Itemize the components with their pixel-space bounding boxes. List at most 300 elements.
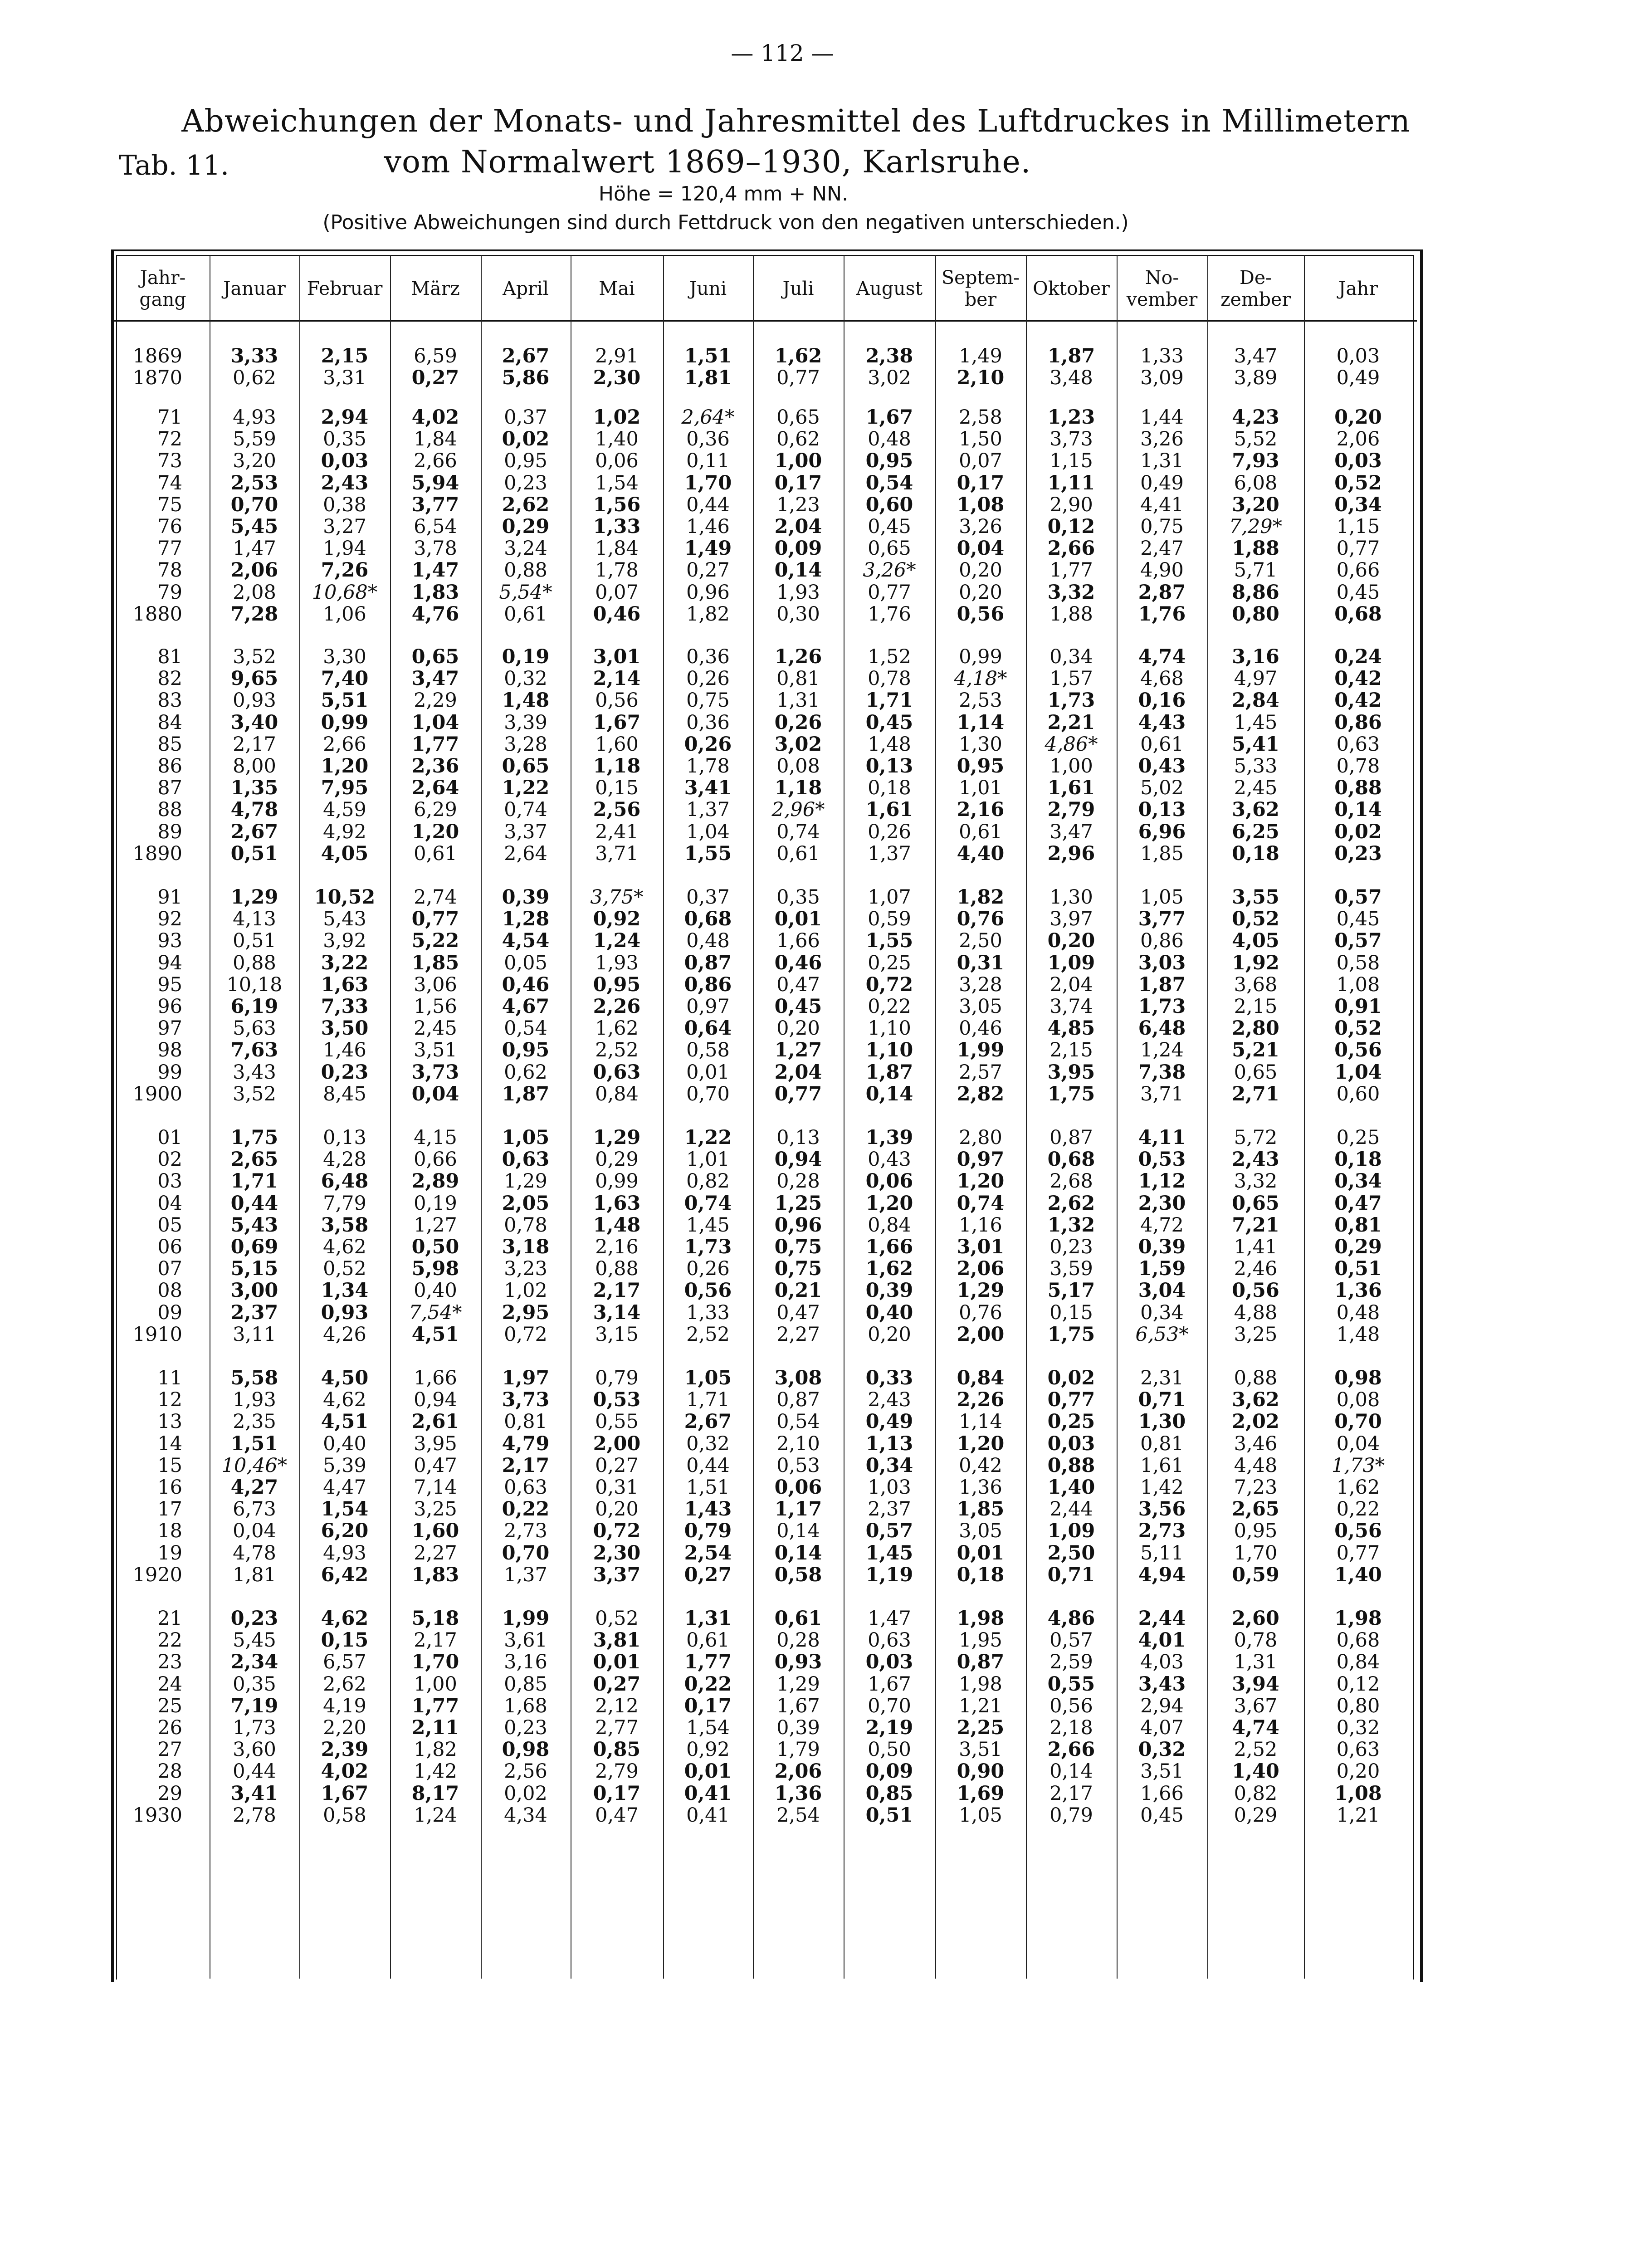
value-cell: 2,15	[1234, 995, 1278, 1018]
value-cell: 0,34	[1049, 645, 1093, 668]
value-cell: 4,07	[1140, 1716, 1184, 1739]
value-cell: 0,14	[1049, 1760, 1093, 1783]
value-cell: 0,22	[868, 995, 911, 1018]
value-cell: 0,53	[593, 1388, 641, 1412]
value-cell: 1,85	[411, 951, 459, 974]
value-cell: 3,22	[321, 951, 369, 974]
value-cell: 0,06	[865, 1170, 913, 1193]
value-cell: 1,33	[1140, 345, 1184, 367]
value-cell: 1,71	[230, 1170, 278, 1193]
value-cell: 0,94	[774, 1148, 822, 1171]
value-cell: 0,02	[1334, 820, 1382, 843]
value-cell: 0,18	[1232, 842, 1279, 865]
value-cell: 2,59	[1049, 1651, 1093, 1674]
value-cell: 0,51	[865, 1804, 913, 1827]
value-cell: 2,62	[323, 1672, 366, 1696]
value-cell: 4,26	[323, 1323, 366, 1346]
value-cell: 0,31	[595, 1476, 639, 1499]
value-cell: 0,47	[776, 973, 820, 996]
value-cell: 1,47	[868, 1607, 911, 1630]
value-cell: 4,51	[321, 1410, 369, 1433]
value-cell: 5,41	[1232, 733, 1279, 756]
value-cell: 0,70	[868, 1694, 911, 1717]
value-cell: 2,66	[1047, 1738, 1095, 1761]
value-cell: 3,74	[1049, 995, 1093, 1018]
value-cell: 3,23	[504, 1257, 547, 1281]
value-cell: 0,95	[865, 450, 913, 473]
value-cell: 1,55	[865, 929, 913, 953]
year-cell: 77	[157, 537, 182, 560]
value-cell: 2,57	[959, 1061, 1002, 1084]
value-cell: 6,20	[321, 1520, 369, 1543]
value-cell: 7,29*	[1229, 515, 1283, 538]
column-header: No- vember	[1126, 266, 1198, 310]
value-cell: 0,08	[776, 755, 820, 777]
value-cell: 3,08	[774, 1367, 822, 1389]
value-cell: 0,96	[774, 1213, 822, 1237]
value-cell: 5,43	[230, 1213, 278, 1237]
value-cell: 6,29	[414, 798, 457, 821]
value-cell: 3,52	[233, 1082, 276, 1105]
value-cell: 3,20	[1232, 493, 1279, 516]
value-cell: 0,09	[865, 1760, 913, 1783]
value-cell: 0,97	[686, 995, 730, 1018]
year-cell: 73	[157, 450, 182, 473]
value-cell: 0,20	[1336, 1760, 1380, 1783]
value-cell: 1,05	[959, 1804, 1002, 1827]
value-cell: 1,39	[865, 1126, 913, 1149]
value-cell: 3,81	[593, 1629, 641, 1652]
value-cell: 1,40	[1334, 1563, 1382, 1586]
value-cell: 1,29	[593, 1126, 641, 1149]
value-cell: 1,42	[1140, 1476, 1184, 1499]
value-cell: 0,04	[1336, 1432, 1380, 1455]
value-cell: 1,85	[957, 1498, 1005, 1521]
value-cell: 3,05	[959, 995, 1002, 1018]
value-cell: 2,02	[1232, 1410, 1279, 1433]
value-cell: 0,32	[1336, 1716, 1380, 1739]
value-cell: 0,20	[776, 1017, 820, 1040]
value-cell: 4,74	[1138, 645, 1186, 668]
value-cell: 3,05	[959, 1520, 1002, 1543]
value-cell: 1,13	[865, 1432, 913, 1455]
value-cell: 2,25	[957, 1716, 1005, 1739]
value-cell: 0,45	[774, 995, 822, 1018]
value-cell: 1,31	[1140, 450, 1184, 473]
value-cell: 1,27	[774, 1039, 822, 1062]
value-cell: 3,25	[1234, 1323, 1278, 1346]
value-cell: 0,82	[686, 1170, 730, 1193]
value-cell: 1,31	[1234, 1651, 1278, 1674]
value-cell: 1,87	[865, 1061, 913, 1084]
value-cell: 3,00	[230, 1279, 278, 1302]
value-cell: 0,99	[321, 711, 369, 734]
value-cell: 2,54	[684, 1541, 732, 1564]
value-cell: 1,54	[686, 1716, 730, 1739]
value-cell: 0,39	[865, 1279, 913, 1302]
value-cell: 0,04	[411, 1082, 459, 1105]
value-cell: 1,70	[411, 1651, 459, 1674]
value-cell: 0,35	[323, 428, 366, 451]
value-cell: 1,97	[502, 1367, 550, 1389]
value-cell: 2,04	[774, 1061, 822, 1084]
value-cell: 1,36	[959, 1476, 1002, 1499]
value-cell: 0,65	[502, 755, 550, 777]
value-cell: 6,59	[414, 345, 457, 367]
value-cell: 0,74	[504, 798, 547, 821]
value-cell: 4,93	[233, 406, 276, 429]
value-cell: 3,51	[414, 1039, 457, 1062]
year-cell: 82	[157, 667, 182, 690]
year-cell: 12	[157, 1388, 182, 1412]
value-cell: 2,41	[595, 820, 639, 843]
value-cell: 0,06	[774, 1476, 822, 1499]
value-cell: 0,20	[959, 581, 1002, 604]
value-cell: 0,93	[321, 1301, 369, 1324]
value-cell: 0,20	[1047, 929, 1095, 953]
value-cell: 1,30	[1049, 886, 1093, 909]
value-cell: 4,88	[1234, 1301, 1278, 1324]
value-cell: 5,18	[411, 1607, 459, 1630]
value-cell: 7,21	[1232, 1213, 1279, 1237]
value-cell: 0,27	[684, 1563, 732, 1586]
value-cell: 3,95	[414, 1432, 457, 1455]
value-cell: 0,41	[684, 1782, 732, 1805]
year-cell: 07	[157, 1257, 182, 1281]
value-cell: 1,31	[684, 1607, 732, 1630]
value-cell: 0,36	[686, 428, 730, 451]
value-cell: 3,47	[411, 667, 459, 690]
value-cell: 4,62	[323, 1388, 366, 1412]
value-cell: 3,71	[1140, 1082, 1184, 1105]
value-cell: 1,44	[1140, 406, 1184, 429]
value-cell: 0,29	[595, 1148, 639, 1171]
value-cell: 0,39	[776, 1716, 820, 1739]
value-cell: 0,26	[686, 1257, 730, 1281]
value-cell: 2,80	[959, 1126, 1002, 1149]
value-cell: 0,68	[684, 908, 732, 931]
value-cell: 0,28	[776, 1170, 820, 1193]
value-cell: 0,17	[593, 1782, 641, 1805]
value-cell: 2,44	[1138, 1607, 1186, 1630]
value-cell: 1,85	[1140, 842, 1184, 865]
value-cell: 8,86	[1232, 581, 1279, 604]
value-cell: 0,14	[774, 559, 822, 582]
value-cell: 3,06	[414, 973, 457, 996]
value-cell: 0,75	[774, 1236, 822, 1258]
value-cell: 1,05	[502, 1126, 550, 1149]
value-cell: 0,26	[686, 667, 730, 690]
value-cell: 2,17	[502, 1454, 550, 1477]
value-cell: 0,48	[686, 929, 730, 953]
value-cell: 0,80	[1336, 1694, 1380, 1717]
value-cell: 1,66	[1140, 1782, 1184, 1805]
value-cell: 0,88	[233, 951, 276, 974]
value-cell: 3,51	[959, 1738, 1002, 1761]
value-cell: 0,56	[595, 689, 639, 712]
value-cell: 4,68	[1140, 667, 1184, 690]
value-cell: 1,02	[504, 1279, 547, 1302]
value-cell: 5,51	[321, 689, 369, 712]
value-cell: 3,28	[959, 973, 1002, 996]
value-cell: 0,55	[595, 1410, 639, 1433]
value-cell: 1,70	[684, 471, 732, 494]
value-cell: 4,97	[1234, 667, 1278, 690]
value-cell: 1,67	[865, 406, 913, 429]
value-cell: 2,14	[593, 667, 641, 690]
value-cell: 0,57	[865, 1520, 913, 1543]
value-cell: 1,63	[593, 1192, 641, 1215]
value-cell: 2,37	[230, 1301, 278, 1324]
value-cell: 1,07	[868, 886, 911, 909]
value-cell: 0,49	[1336, 367, 1380, 390]
value-cell: 1,62	[595, 1017, 639, 1040]
value-cell: 4,85	[1047, 1017, 1095, 1040]
column-header: Juni	[689, 277, 727, 299]
year-cell: 97	[157, 1017, 182, 1040]
value-cell: 5,22	[411, 929, 459, 953]
value-cell: 1,81	[233, 1563, 276, 1586]
year-cell: 16	[157, 1476, 182, 1499]
year-cell: 74	[157, 471, 182, 494]
value-cell: 1,45	[686, 1213, 730, 1237]
year-cell: 83	[157, 689, 182, 712]
value-cell: 10,46*	[221, 1454, 288, 1477]
value-cell: 0,79	[1049, 1804, 1093, 1827]
value-cell: 0,70	[1334, 1410, 1382, 1433]
column-header: April	[503, 277, 549, 299]
year-cell: 1890	[132, 842, 182, 865]
value-cell: 2,18	[1049, 1716, 1093, 1739]
value-cell: 0,45	[868, 515, 911, 538]
value-cell: 0,92	[686, 1738, 730, 1761]
height-note: Höhe = 120,4 mm + NN.	[598, 182, 849, 205]
year-cell: 1930	[132, 1804, 182, 1827]
value-cell: 2,04	[774, 515, 822, 538]
value-cell: 0,95	[1234, 1520, 1278, 1543]
value-cell: 0,61	[686, 1629, 730, 1652]
value-cell: 0,78	[868, 667, 911, 690]
value-cell: 7,54*	[409, 1301, 462, 1324]
value-cell: 0,56	[1232, 1279, 1279, 1302]
value-cell: 5,33	[1234, 755, 1278, 777]
value-cell: 0,86	[1334, 711, 1382, 734]
value-cell: 0,33	[865, 1367, 913, 1389]
value-cell: 3,41	[230, 1782, 278, 1805]
year-cell: 89	[157, 820, 182, 843]
value-cell: 2,47	[1140, 537, 1184, 560]
value-cell: 5,94	[411, 471, 459, 494]
value-cell: 0,22	[684, 1672, 732, 1696]
value-cell: 0,16	[1138, 689, 1186, 712]
value-cell: 4,40	[957, 842, 1005, 865]
value-cell: 1,82	[686, 602, 730, 626]
value-cell: 2,46	[1234, 1257, 1278, 1281]
value-cell: 1,71	[865, 689, 913, 712]
value-cell: 0,50	[868, 1738, 911, 1761]
value-cell: 5,63	[233, 1017, 276, 1040]
value-cell: 0,61	[774, 1607, 822, 1630]
value-cell: 3,92	[323, 929, 366, 953]
value-cell: 2,94	[321, 406, 369, 429]
value-cell: 3,51	[1140, 1760, 1184, 1783]
value-cell: 2,95	[502, 1301, 550, 1324]
value-cell: 0,75	[774, 1257, 822, 1281]
year-cell: 02	[157, 1148, 182, 1171]
value-cell: 4,34	[504, 1804, 547, 1827]
value-cell: 2,27	[776, 1323, 820, 1346]
value-cell: 2,27	[414, 1541, 457, 1564]
value-cell: 1,40	[595, 428, 639, 451]
value-cell: 2,11	[411, 1716, 459, 1739]
value-cell: 0,34	[1334, 1170, 1382, 1193]
year-cell: 95	[157, 973, 182, 996]
value-cell: 1,09	[1047, 1520, 1095, 1543]
value-cell: 0,94	[414, 1388, 457, 1412]
value-cell: 3,26*	[863, 559, 916, 582]
value-cell: 0,26	[684, 733, 732, 756]
value-cell: 1,99	[502, 1607, 550, 1630]
value-cell: 4,05	[321, 842, 369, 865]
value-cell: 0,88	[504, 559, 547, 582]
year-cell: 98	[157, 1039, 182, 1062]
value-cell: 0,74	[776, 820, 820, 843]
year-cell: 93	[157, 929, 182, 953]
value-cell: 7,95	[321, 777, 369, 800]
value-cell: 6,19	[230, 995, 278, 1018]
value-cell: 1,77	[1049, 559, 1093, 582]
value-cell: 1,08	[957, 493, 1005, 516]
page-title-line2: vom Normalwert 1869–1930, Karlsruhe.	[384, 144, 1031, 180]
value-cell: 2,53	[959, 689, 1002, 712]
value-cell: 1,68	[504, 1694, 547, 1717]
value-cell: 1,70	[1234, 1541, 1278, 1564]
value-cell: 4,92	[323, 820, 366, 843]
value-cell: 2,62	[502, 493, 550, 516]
value-cell: 0,58	[686, 1039, 730, 1062]
value-cell: 1,87	[1047, 345, 1095, 367]
value-cell: 0,43	[868, 1148, 911, 1171]
value-cell: 0,63	[502, 1148, 550, 1171]
value-cell: 1,15	[1336, 515, 1380, 538]
value-cell: 4,76	[411, 602, 459, 626]
value-cell: 1,22	[684, 1126, 732, 1149]
value-cell: 2,20	[323, 1716, 366, 1739]
value-cell: 5,59	[233, 428, 276, 451]
value-cell: 3,33	[230, 345, 278, 367]
value-cell: 0,34	[1334, 493, 1382, 516]
value-cell: 0,62	[504, 1061, 547, 1084]
value-cell: 3,48	[1049, 367, 1093, 390]
value-cell: 5,11	[1140, 1541, 1184, 1564]
value-cell: 0,01	[593, 1651, 641, 1674]
value-cell: 2,52	[686, 1323, 730, 1346]
value-cell: 0,40	[865, 1301, 913, 1324]
value-cell: 0,65	[411, 645, 459, 668]
value-cell: 1,48	[502, 689, 550, 712]
value-cell: 0,20	[959, 559, 1002, 582]
value-cell: 1,87	[1138, 973, 1186, 996]
value-cell: 0,62	[233, 367, 276, 390]
value-cell: 4,05	[1232, 929, 1279, 953]
value-cell: 7,63	[230, 1039, 278, 1062]
value-cell: 3,55	[1232, 886, 1279, 909]
year-cell: 92	[157, 908, 182, 931]
value-cell: 0,09	[774, 537, 822, 560]
value-cell: 1,54	[321, 1498, 369, 1521]
value-cell: 0,77	[1336, 1541, 1380, 1564]
value-cell: 0,70	[502, 1541, 550, 1564]
value-cell: 0,48	[1336, 1301, 1380, 1324]
value-cell: 1,66	[414, 1367, 457, 1389]
value-cell: 0,87	[957, 1651, 1005, 1674]
value-cell: 1,41	[1234, 1236, 1278, 1258]
value-cell: 1,18	[593, 755, 641, 777]
value-cell: 0,66	[414, 1148, 457, 1171]
value-cell: 3,95	[1047, 1061, 1095, 1084]
value-cell: 0,77	[776, 367, 820, 390]
value-cell: 1,26	[774, 645, 822, 668]
value-cell: 0,17	[957, 471, 1005, 494]
value-cell: 10,68*	[312, 581, 378, 604]
year-cell: 79	[157, 581, 182, 604]
value-cell: 2,06	[230, 559, 278, 582]
year-cell: 21	[157, 1607, 182, 1630]
value-cell: 0,23	[230, 1607, 278, 1630]
value-cell: 0,39	[1138, 1236, 1186, 1258]
value-cell: 1,73	[684, 1236, 732, 1258]
value-cell: 1,08	[1334, 1782, 1382, 1805]
value-cell: 0,46	[774, 951, 822, 974]
value-cell: 3,02	[774, 733, 822, 756]
value-cell: 0,47	[1334, 1192, 1382, 1215]
value-cell: 0,63	[1336, 1738, 1380, 1761]
value-cell: 0,69	[230, 1236, 278, 1258]
value-cell: 1,30	[1138, 1410, 1186, 1433]
year-cell: 06	[157, 1236, 182, 1258]
value-cell: 3,67	[1234, 1694, 1278, 1717]
value-cell: 0,40	[414, 1279, 457, 1302]
value-cell: 0,46	[593, 602, 641, 626]
value-cell: 1,73	[1138, 995, 1186, 1018]
value-cell: 2,56	[593, 798, 641, 821]
value-cell: 10,52	[314, 886, 376, 909]
value-cell: 0,81	[504, 1410, 547, 1433]
year-cell: 91	[157, 886, 182, 909]
value-cell: 0,45	[1336, 581, 1380, 604]
value-cell: 1,62	[774, 345, 822, 367]
value-cell: 5,71	[1234, 559, 1278, 582]
value-cell: 2,74	[414, 886, 457, 909]
value-cell: 1,93	[233, 1388, 276, 1412]
value-cell: 1,25	[774, 1192, 822, 1215]
value-cell: 0,84	[957, 1367, 1005, 1389]
value-cell: 0,60	[1336, 1082, 1380, 1105]
value-cell: 0,78	[1234, 1629, 1278, 1652]
value-cell: 1,46	[686, 515, 730, 538]
value-cell: 4,86*	[1045, 733, 1098, 756]
value-cell: 1,01	[959, 777, 1002, 800]
value-cell: 2,31	[1140, 1367, 1184, 1389]
value-cell: 4,93	[323, 1541, 366, 1564]
value-cell: 1,98	[1334, 1607, 1382, 1630]
value-cell: 1,49	[959, 345, 1002, 367]
value-cell: 0,21	[774, 1279, 822, 1302]
year-cell: 87	[157, 777, 182, 800]
value-cell: 3,39	[504, 711, 547, 734]
value-cell: 0,91	[1334, 995, 1382, 1018]
value-cell: 1,36	[774, 1782, 822, 1805]
